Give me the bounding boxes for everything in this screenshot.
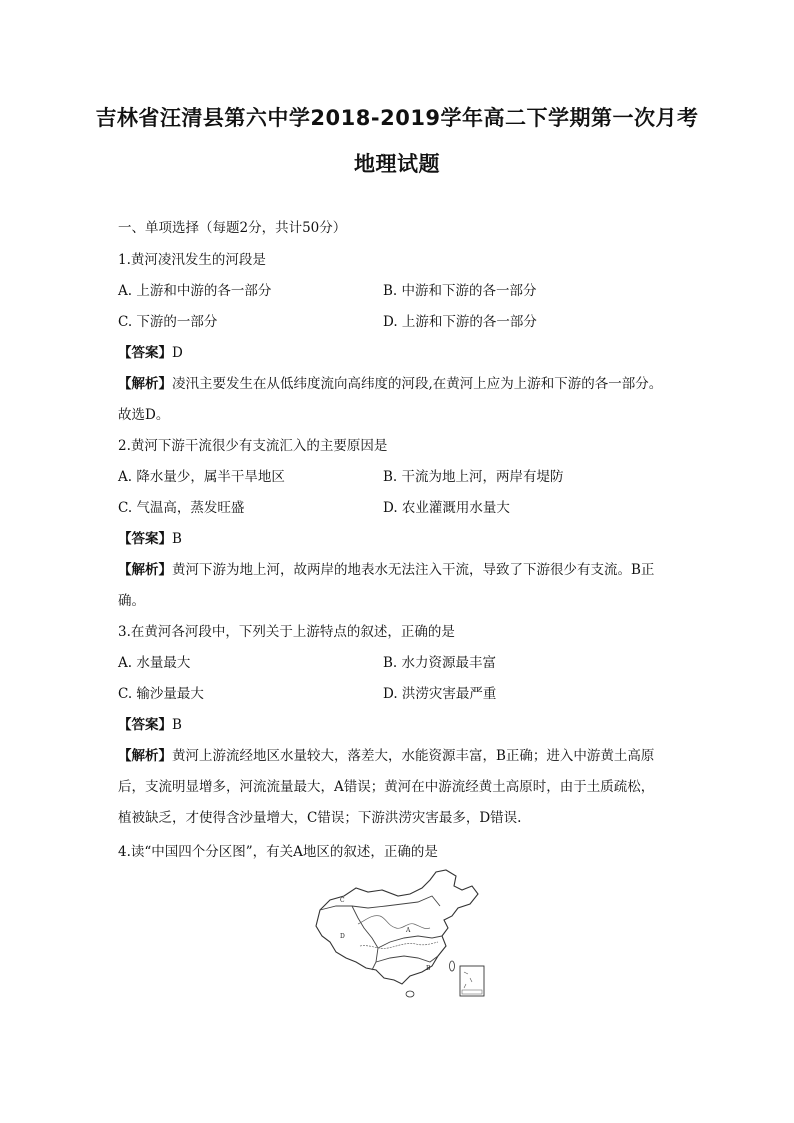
q3-analysis-line-1: [118, 746, 678, 766]
q1-option-b: B. 中游和下游的各一部分: [383, 283, 537, 299]
q1-option-a: A. 上游和中游的各一部分: [118, 283, 272, 299]
q3-answer: [118, 715, 678, 735]
analysis-tag: 【解析】: [118, 376, 172, 392]
map-label-b: B: [426, 965, 431, 972]
answer-value: B: [172, 717, 182, 733]
south-china-sea-inset: [460, 966, 484, 996]
q2-answer: [118, 529, 678, 549]
q2-option-c: C. 气温高，蒸发旺盛: [118, 500, 245, 516]
yellow-river-icon: [358, 916, 430, 929]
q3-analysis-line-2: 后，支流明显增多，河流流量最大，A错误；黄河在中游流经黄土高原时，由于土质疏松，: [118, 779, 655, 795]
q3-option-a: A. 水量最大: [118, 655, 191, 671]
q2-option-a: A. 降水量少，属半干旱地区: [118, 469, 285, 485]
question-3-stem: 3.在黄河各河段中，下列关于上游特点的叙述，正确的是: [118, 624, 455, 640]
answer-tag: 【答案】: [118, 531, 172, 547]
map-label-c: C: [340, 897, 345, 904]
q3-option-d: D. 洪涝灾害最严重: [383, 686, 497, 702]
analysis-text: 黄河上游流经地区水量较大，落差大，水能资源丰富，B正确；进入中游黄土高原: [172, 748, 655, 764]
region-boundary-b: [376, 956, 438, 962]
hainan-island: [406, 991, 414, 997]
analysis-tag: 【解析】: [118, 748, 172, 764]
answer-tag: 【答案】: [118, 717, 172, 733]
answer-value: B: [172, 531, 182, 547]
q2-option-b: B. 干流为地上河，两岸有堤防: [383, 469, 564, 485]
map-label-d: D: [340, 933, 345, 940]
q1-answer: [118, 343, 678, 363]
q1-option-d: D. 上游和下游的各一部分: [383, 314, 537, 330]
answer-value: D: [172, 345, 183, 361]
q3-analysis-line-3: 植被缺乏，才使得含沙量增大，C错误；下游洪涝灾害最多，D错误.: [118, 810, 522, 826]
q1-analysis-line-1: [118, 374, 678, 394]
china-outline: [316, 870, 478, 984]
q2-analysis-line-1: [118, 560, 678, 580]
analysis-text: 黄河下游为地上河，故两岸的地表水无法注入干流，导致了下游很少有支流。B正: [172, 562, 655, 578]
question-2-stem: 2.黄河下游干流很少有支流汇入的主要原因是: [118, 438, 388, 454]
q1-analysis-line-2: 故选D。: [118, 407, 170, 423]
map-label-a: A: [406, 927, 411, 934]
exam-title: 吉林省汪清县第六中学2018-2019学年高二下学期第一次月考: [95, 106, 699, 130]
taiwan-island: [450, 961, 455, 971]
region-boundary-a: [378, 936, 442, 948]
section-heading: 一、单项选择（每题2分，共计50分）: [118, 220, 347, 236]
question-4-stem: 4.读“中国四个分区图”，有关A地区的叙述，正确的是: [118, 844, 438, 860]
answer-tag: 【答案】: [118, 345, 172, 361]
q1-option-c: C. 下游的一部分: [118, 314, 218, 330]
analysis-tag: 【解析】: [118, 562, 172, 578]
q3-option-c: C. 输沙量最大: [118, 686, 204, 702]
china-regions-map: [306, 866, 492, 1000]
question-1-stem: 1.黄河凌汛发生的河段是: [118, 252, 266, 268]
q2-analysis-line-2: 确。: [118, 593, 145, 609]
analysis-text: 凌汛主要发生在从低纬度流向高纬度的河段,在黄河上应为上游和下游的各一部分。: [172, 376, 663, 392]
exam-subtitle: 地理试题: [354, 152, 440, 176]
q2-option-d: D. 农业灌溉用水量大: [383, 500, 510, 516]
q3-option-b: B. 水力资源最丰富: [383, 655, 497, 671]
yangtze-river-icon: [360, 942, 438, 948]
